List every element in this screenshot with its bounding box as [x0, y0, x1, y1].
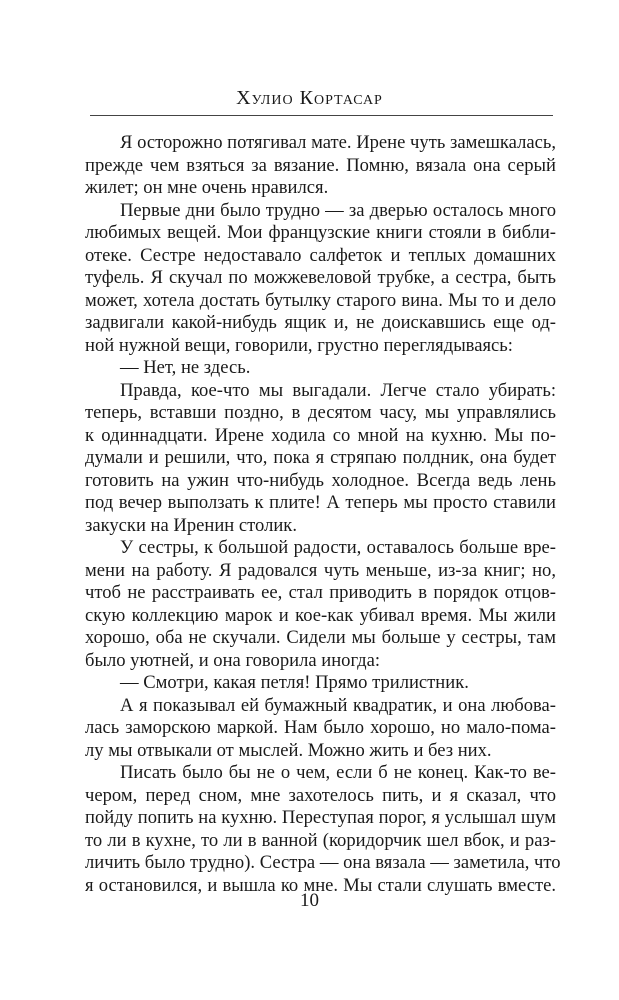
body-text [85, 132, 561, 897]
text-line: А я показывал ей бумажный квадратик, и она любова- [120, 694, 556, 716]
text-line: я остановился, и вышла ко мне. Мы стали слушать вместе. [85, 874, 556, 896]
text-line: Первые дни было трудно — за дверью осталось много [120, 199, 556, 221]
text-line: личить было трудно). Сестра — она вязала — заметила, что [85, 852, 561, 873]
text-line: Я осторожно потягивал мате. Ирене чуть замешкалась, [120, 132, 556, 153]
text-line: лу мы отвыкали от мыслей. Можно жить и без них. [85, 739, 492, 761]
text-line: под вечер выползать к плите! А теперь мы просто ставили [85, 492, 556, 513]
header-rule [90, 115, 553, 116]
text-line: отеке. Сестре недоставало салфеток и теплых домашних [85, 244, 556, 266]
text-line: готовить на ужин что-нибудь холодное. Всегда ведь лень [85, 469, 556, 491]
text-line: любимых вещей. Мои французские книги стояли в библи- [85, 222, 556, 243]
text-line: жилет; он мне очень нравился. [85, 177, 329, 198]
text-line: ной нужной вещи, говорили, грустно переглядываясь: [85, 334, 513, 356]
text-line: чером, перед сном, мне захотелось пить, и я сказал, что [85, 784, 556, 806]
text-line: туфель. Я скучал по можжевеловой трубке, а сестра, быть [85, 267, 556, 288]
running-head-author: Хулио Кортасар [236, 87, 383, 109]
text-line: к одиннадцати. Ирене ходила со мной на кухню. Мы по- [85, 424, 556, 446]
text-line: прежде чем взяться за вязание. Помню, вязала она серый [85, 154, 556, 176]
text-line: было уютней, и она говорила иногда: [85, 649, 381, 671]
text-line: хорошо, оба не скучали. Сидели мы больше у сестры, там [85, 627, 556, 648]
text-line: думали и решили, что, пока я стряпаю полдник, она будет [85, 447, 556, 468]
text-line: Писать было бы не о чем, если б не конец. Как-то ве- [120, 762, 556, 783]
text-line: закуски на Иренин столик. [85, 514, 297, 536]
text-line: Правда, кое-что мы выгадали. Легче стало убирать: [120, 379, 556, 401]
text-line: пойду попить на кухню. Переступая порог, я услышал шум [85, 807, 556, 828]
text-line: — Смотри, какая петля! Прямо трилистник. [120, 672, 469, 693]
text-line: — Нет, не здесь. [120, 357, 251, 378]
text-line: чтоб не расстраивать ее, стал приводить в порядок отцов- [85, 582, 556, 603]
text-line: лась заморскою маркой. Нам было хорошо, но мало-пома- [85, 717, 556, 738]
text-line: У сестры, к большой радости, оставалось больше вре- [120, 537, 556, 558]
text-line: задвигали какой-нибудь ящик и, не доискавшись еще од- [85, 312, 556, 333]
text-line: мени на работу. Я радовался чуть меньше, из-за книг; но, [85, 559, 556, 581]
text-line: теперь, вставши поздно, в десятом часу, мы управлялись [85, 402, 556, 423]
text-line: скую коллекцию марок и кое-как убивал время. Мы жили [85, 604, 556, 626]
text-line: то ли в кухне, то ли в ванной (коридорчик шел вбок, и раз- [85, 829, 556, 851]
text-line: может, хотела достать бутылку старого вина. Мы то и дело [85, 289, 556, 311]
page-number: 10 [300, 890, 319, 911]
